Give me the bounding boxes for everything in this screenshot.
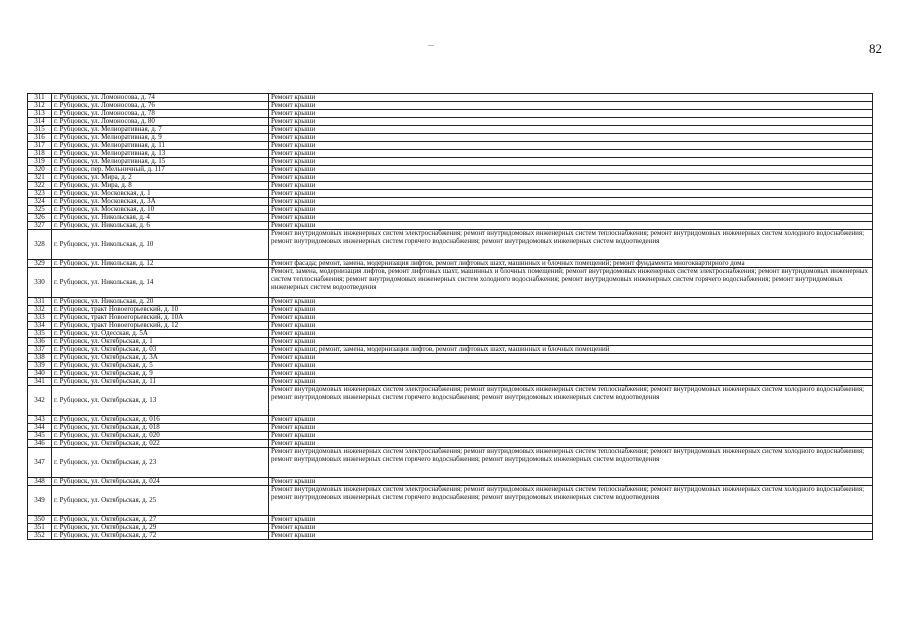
row-number-cell: 318 (28, 150, 52, 158)
table-row (28, 386, 873, 416)
row-number-cell: 327 (28, 222, 52, 230)
table-row (28, 118, 873, 126)
table-row (28, 206, 873, 214)
address-cell: г. Рубцовск, ул. Никольская, д. 14 (52, 268, 269, 298)
address-cell: г. Рубцовск, ул. Мелиоративная, д. 7 (52, 126, 269, 134)
address-cell: г. Рубцовск, ул. Ломоносова, д. 74 (52, 94, 269, 102)
work-type-cell: Ремонт крыши (269, 190, 873, 198)
table-row (28, 110, 873, 118)
table-row (28, 94, 873, 102)
work-type-cell: Ремонт внутридомовых инженерных систем электроснабжения; ремонт внутридомовых инженерных систем теплоснабжения; ремонт внутридомовых инженерных систем холодного водоснабжения; ремонт внутридомовых инженерных систем горячего водоснабжения; ремонт внутридомовых инженерных систем водоотведения (269, 230, 873, 260)
table-row (28, 306, 873, 314)
row-number-cell: 321 (28, 174, 52, 182)
row-number-cell: 325 (28, 206, 52, 214)
address-cell: г. Рубцовск, ул. Ломоносова, д. 76 (52, 102, 269, 110)
address-cell: г. Рубцовск, ул. Октябрьская, д. 72 (52, 532, 269, 540)
row-number-cell: 324 (28, 198, 52, 206)
address-cell: г. Рубцовск, ул. Октябрьская, д. 23 (52, 448, 269, 478)
table-row (28, 322, 873, 330)
row-number-cell: 351 (28, 524, 52, 532)
table-row (28, 166, 873, 174)
table-row (28, 378, 873, 386)
work-type-cell: Ремонт крыши (269, 166, 873, 174)
address-cell: г. Рубцовск, ул. Октябрьская, д. 022 (52, 440, 269, 448)
address-cell: г. Рубцовск, ул. Октябрьская, д. 020 (52, 432, 269, 440)
address-cell: г. Рубцовск, ул. Никольская, д. 4 (52, 214, 269, 222)
row-number-cell: 339 (28, 362, 52, 370)
address-cell: г. Рубцовск, ул. Одесская, д. 5А (52, 330, 269, 338)
page-number: 82 (869, 41, 882, 56)
address-cell: г. Рубцовск, ул. Мелиоративная, д. 11 (52, 142, 269, 150)
table-row (28, 214, 873, 222)
table-row (28, 516, 873, 524)
table-row (28, 174, 873, 182)
address-cell: г. Рубцовск, ул. Октябрьская, д. 13 (52, 386, 269, 416)
table-row (28, 524, 873, 532)
work-type-cell: Ремонт крыши (269, 158, 873, 166)
address-cell: г. Рубцовск, ул. Октябрьская, д. 11 (52, 378, 269, 386)
work-type-cell: Ремонт крыши (269, 322, 873, 330)
table-row (28, 532, 873, 540)
work-type-cell: Ремонт крыши (269, 142, 873, 150)
row-number-cell: 315 (28, 126, 52, 134)
row-number-cell: 319 (28, 158, 52, 166)
row-number-cell: 316 (28, 134, 52, 142)
address-cell: г. Рубцовск, ул. Октябрьская, д. 016 (52, 416, 269, 424)
table-row (28, 268, 873, 298)
work-type-cell: Ремонт крыши (269, 424, 873, 432)
work-type-cell: Ремонт внутридомовых инженерных систем электроснабжения; ремонт внутридомовых инженерных систем теплоснабжения; ремонт внутридомовых инженерных систем холодного водоснабжения; ремонт внутридомовых инженерных систем горячего водоснабжения; ремонт внутридомовых инженерных систем водоотведения (269, 386, 873, 416)
work-type-cell: Ремонт крыши (269, 314, 873, 322)
table-row (28, 338, 873, 346)
table-row (28, 346, 873, 354)
table-row (28, 448, 873, 478)
table-row (28, 362, 873, 370)
row-number-cell: 311 (28, 94, 52, 102)
address-cell: г. Рубцовск, ул. Мелиоративная, д. 15 (52, 158, 269, 166)
work-type-cell: Ремонт крыши (269, 516, 873, 524)
row-number-cell: 330 (28, 268, 52, 298)
row-number-cell: 346 (28, 440, 52, 448)
table-row (28, 190, 873, 198)
row-number-cell: 332 (28, 306, 52, 314)
work-type-cell: Ремонт крыши (269, 432, 873, 440)
address-cell: г. Рубцовск, ул. Никольская, д. 10 (52, 230, 269, 260)
row-number-cell: 323 (28, 190, 52, 198)
work-type-cell: Ремонт крыши; ремонт, замена, модернизация лифтов, ремонт лифтовых шахт, машинных и блочных помещений (269, 346, 873, 354)
table-row (28, 230, 873, 260)
table-row (28, 370, 873, 378)
row-number-cell: 326 (28, 214, 52, 222)
table-row (28, 142, 873, 150)
table-row (28, 486, 873, 516)
address-cell: г. Рубцовск, ул. Октябрьская, д. 018 (52, 424, 269, 432)
work-type-cell: Ремонт крыши (269, 222, 873, 230)
row-number-cell: 344 (28, 424, 52, 432)
address-cell: г. Рубцовск, ул. Мира, д. 8 (52, 182, 269, 190)
address-cell: г. Рубцовск, ул. Московская, д. 3А (52, 198, 269, 206)
work-type-cell: Ремонт крыши (269, 524, 873, 532)
address-cell: г. Рубцовск, ул. Мелиоративная, д. 9 (52, 134, 269, 142)
work-type-cell: Ремонт крыши (269, 126, 873, 134)
work-type-cell: Ремонт крыши (269, 370, 873, 378)
work-type-cell: Ремонт крыши (269, 206, 873, 214)
work-type-cell: Ремонт крыши (269, 478, 873, 486)
table-row (28, 314, 873, 322)
row-number-cell: 337 (28, 346, 52, 354)
work-type-cell: Ремонт фасада; ремонт, замена, модернизация лифтов, ремонт лифтовых шахт, машинных и блочных помещений; ремонт фундамента многоквартирного дома (269, 260, 873, 268)
table-row (28, 424, 873, 432)
address-cell: г. Рубцовск, ул. Ломоносова, д. 78 (52, 110, 269, 118)
table-row (28, 440, 873, 448)
work-type-cell: Ремонт крыши (269, 338, 873, 346)
address-cell: г. Рубцовск, тракт Новоегорьевский, д. 10 (52, 306, 269, 314)
table-row (28, 150, 873, 158)
work-type-cell: Ремонт крыши (269, 198, 873, 206)
work-type-cell: Ремонт крыши (269, 182, 873, 190)
address-cell: г. Рубцовск, ул. Октябрьская, д. 024 (52, 478, 269, 486)
row-number-cell: 320 (28, 166, 52, 174)
address-cell: г. Рубцовск, ул. Октябрьская, д. 5 (52, 362, 269, 370)
address-cell: г. Рубцовск, ул. Октябрьская, д. 3А (52, 354, 269, 362)
work-type-cell: Ремонт внутридомовых инженерных систем электроснабжения; ремонт внутридомовых инженерных систем теплоснабжения; ремонт внутридомовых инженерных систем холодного водоснабжения; ремонт внутридомовых инженерных систем горячего водоснабжения; ремонт внутридомовых инженерных систем водоотведения (269, 486, 873, 516)
row-number-cell: 338 (28, 354, 52, 362)
work-type-cell: Ремонт крыши (269, 118, 873, 126)
address-cell: г. Рубцовск, ул. Никольская, д. 12 (52, 260, 269, 268)
address-cell: г. Рубцовск, ул. Октябрьская, д. 29 (52, 524, 269, 532)
address-cell: г. Рубцовск, ул. Никольская, д. 6 (52, 222, 269, 230)
work-type-cell: Ремонт крыши (269, 378, 873, 386)
address-cell: г. Рубцовск, тракт Новоегорьевский, д. 10А (52, 314, 269, 322)
row-number-cell: 331 (28, 298, 52, 306)
table-row (28, 260, 873, 268)
table-row (28, 126, 873, 134)
work-type-cell: Ремонт крыши (269, 416, 873, 424)
work-type-cell: Ремонт крыши (269, 306, 873, 314)
row-number-cell: 312 (28, 102, 52, 110)
row-number-cell: 336 (28, 338, 52, 346)
row-number-cell: 345 (28, 432, 52, 440)
work-type-cell: Ремонт крыши (269, 110, 873, 118)
address-cell: г. Рубцовск, ул. Октябрьская, д. 03 (52, 346, 269, 354)
work-type-cell: Ремонт крыши (269, 150, 873, 158)
table-row (28, 354, 873, 362)
table-row (28, 134, 873, 142)
scan-mark (428, 45, 434, 46)
work-type-cell: Ремонт крыши (269, 362, 873, 370)
work-type-cell: Ремонт крыши (269, 214, 873, 222)
table-body (28, 94, 873, 540)
table-row (28, 330, 873, 338)
work-type-cell: Ремонт крыши (269, 354, 873, 362)
table-row (28, 198, 873, 206)
row-number-cell: 313 (28, 110, 52, 118)
address-cell: г. Рубцовск, ул. Московская, д. 10 (52, 206, 269, 214)
table-row (28, 182, 873, 190)
address-cell: г. Рубцовск, пер. Мельничный, д. 117 (52, 166, 269, 174)
work-type-cell: Ремонт крыши (269, 532, 873, 540)
table-row (28, 158, 873, 166)
work-type-cell: Ремонт крыши (269, 94, 873, 102)
row-number-cell: 349 (28, 486, 52, 516)
row-number-cell: 328 (28, 230, 52, 260)
work-type-cell: Ремонт крыши (269, 298, 873, 306)
address-cell: г. Рубцовск, ул. Октябрьская, д. 1 (52, 338, 269, 346)
table-row (28, 416, 873, 424)
address-cell: г. Рубцовск, ул. Октябрьская, д. 27 (52, 516, 269, 524)
table-row (28, 222, 873, 230)
row-number-cell: 317 (28, 142, 52, 150)
row-number-cell: 334 (28, 322, 52, 330)
row-number-cell: 341 (28, 378, 52, 386)
work-type-cell: Ремонт крыши (269, 440, 873, 448)
address-cell: г. Рубцовск, ул. Ломоносова, д. 80 (52, 118, 269, 126)
row-number-cell: 350 (28, 516, 52, 524)
row-number-cell: 343 (28, 416, 52, 424)
row-number-cell: 322 (28, 182, 52, 190)
row-number-cell: 347 (28, 448, 52, 478)
work-type-cell: Ремонт внутридомовых инженерных систем электроснабжения; ремонт внутридомовых инженерных систем теплоснабжения; ремонт внутридомовых инженерных систем холодного водоснабжения; ремонт внутридомовых инженерных систем горячего водоснабжения; ремонт внутридомовых инженерных систем водоотведения (269, 448, 873, 478)
table-row (28, 478, 873, 486)
address-cell: г. Рубцовск, ул. Октябрьская, д. 9 (52, 370, 269, 378)
work-type-cell: Ремонт крыши (269, 102, 873, 110)
work-type-cell: Ремонт, замена, модернизация лифтов, ремонт лифтовых шахт, машинных и блочных помещений; ремонт внутридомовых инженерных систем электроснабжения; ремонт внутридомовых инженерных систем теплоснабжения; ремонт внутридомовых инженерных систем холодного водоснабжения; ремонт внутридомовых инженерных систем горячего водоснабжения; ремонт внутридомовых инженерных систем водоотведения (269, 268, 873, 298)
work-type-cell: Ремонт крыши (269, 174, 873, 182)
row-number-cell: 335 (28, 330, 52, 338)
row-number-cell: 348 (28, 478, 52, 486)
address-cell: г. Рубцовск, ул. Октябрьская, д. 25 (52, 486, 269, 516)
table-row (28, 432, 873, 440)
row-number-cell: 329 (28, 260, 52, 268)
address-cell: г. Рубцовск, ул. Никольская, д. 20 (52, 298, 269, 306)
work-type-cell: Ремонт крыши (269, 330, 873, 338)
table-row (28, 298, 873, 306)
row-number-cell: 333 (28, 314, 52, 322)
repair-schedule-table (27, 93, 873, 540)
row-number-cell: 314 (28, 118, 52, 126)
row-number-cell: 340 (28, 370, 52, 378)
work-type-cell: Ремонт крыши (269, 134, 873, 142)
address-cell: г. Рубцовск, ул. Мелиоративная, д. 13 (52, 150, 269, 158)
row-number-cell: 352 (28, 532, 52, 540)
address-cell: г. Рубцовск, тракт Новоегорьевский, д. 12 (52, 322, 269, 330)
row-number-cell: 342 (28, 386, 52, 416)
address-cell: г. Рубцовск, ул. Мира, д. 2 (52, 174, 269, 182)
table-row (28, 102, 873, 110)
address-cell: г. Рубцовск, ул. Московская, д. 1 (52, 190, 269, 198)
